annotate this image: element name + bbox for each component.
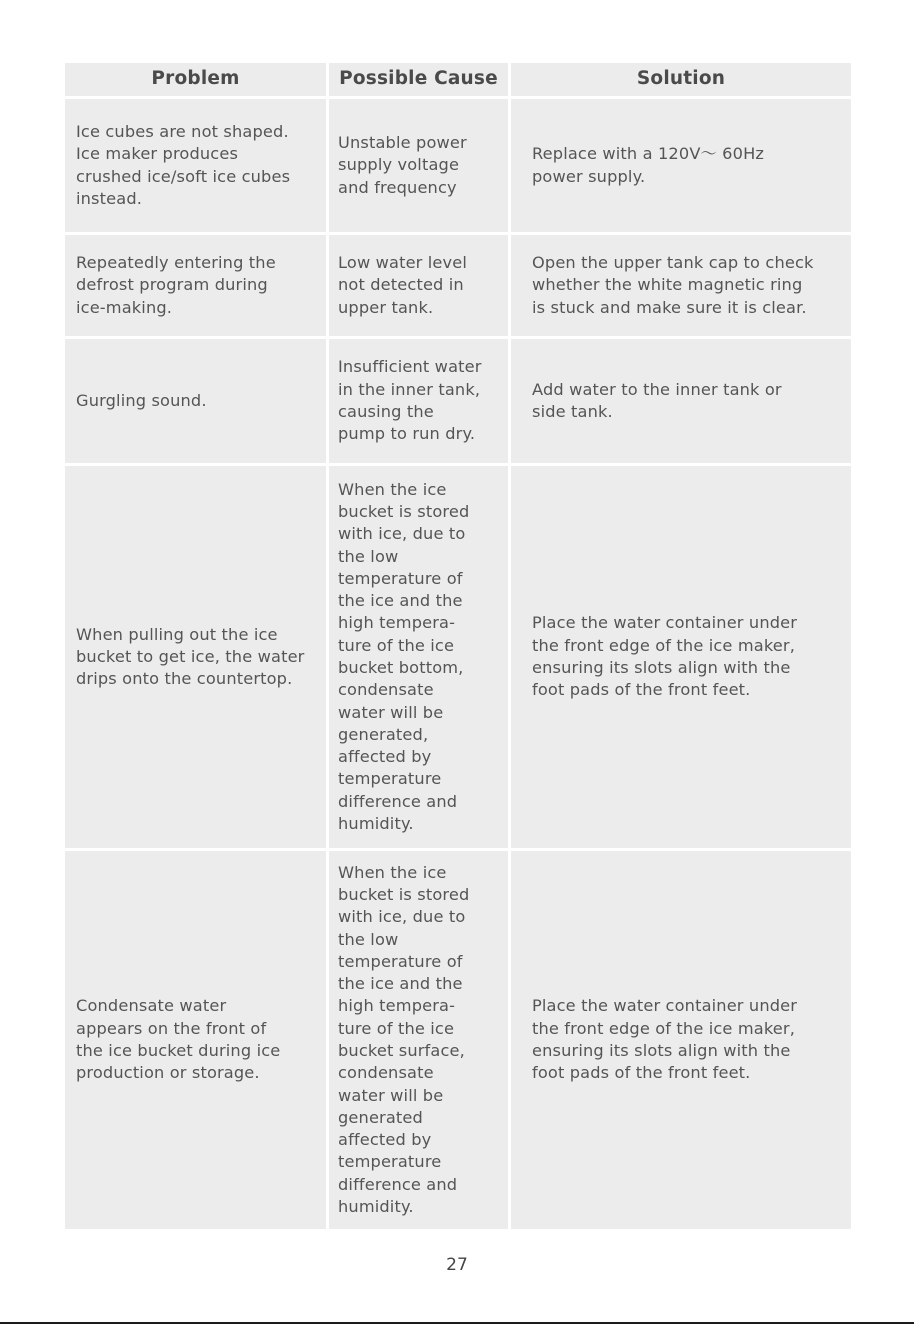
page-number: 27: [446, 1255, 468, 1275]
row-3-cause: Insufficient water in the inner tank, causing the pump to run dry.: [329, 339, 508, 463]
row-2-solution: Open the upper tank cap to check whether the white magnetic ring is stuck and make sure it is clear.: [511, 235, 851, 336]
header-solution: Solution: [511, 63, 851, 96]
header-problem: Problem: [65, 63, 326, 96]
header-possible-cause: Possible Cause: [329, 63, 508, 96]
row-4-cause: When the ice bucket is stored with ice, due to the low temperature of the ice and the high tempera- ture of the ice bucket bottom, condensate water will be generated, affected by temperature difference and humidity.: [329, 466, 508, 848]
row-1-cause: Unstable power supply voltage and frequency: [329, 99, 508, 232]
row-2-problem: Repeatedly entering the defrost program during ice-making.: [65, 235, 326, 336]
row-3-problem: Gurgling sound.: [65, 339, 326, 463]
row-5-problem: Condensate water appears on the front of the ice bucket during ice production or storage.: [65, 851, 326, 1229]
row-3-solution: Add water to the inner tank or side tank.: [511, 339, 851, 463]
row-1-solution: Replace with a 120V～ 60Hz power supply.: [511, 99, 851, 232]
row-2-cause: Low water level not detected in upper tank.: [329, 235, 508, 336]
row-4-problem: When pulling out the ice bucket to get ice, the water drips onto the countertop.: [65, 466, 326, 848]
row-5-cause: When the ice bucket is stored with ice, due to the low temperature of the ice and the high tempera- ture of the ice bucket surface, condensate water will be generated affected by temperature difference and humidity.: [329, 851, 508, 1229]
row-4-solution: Place the water container under the front edge of the ice maker, ensuring its slots align with the foot pads of the front feet.: [511, 466, 851, 848]
row-5-solution: Place the water container under the front edge of the ice maker, ensuring its slots align with the foot pads of the front feet.: [511, 851, 851, 1229]
troubleshooting-table: [65, 63, 851, 1229]
row-1-problem: Ice cubes are not shaped. Ice maker produces crushed ice/soft ice cubes instead.: [65, 99, 326, 232]
